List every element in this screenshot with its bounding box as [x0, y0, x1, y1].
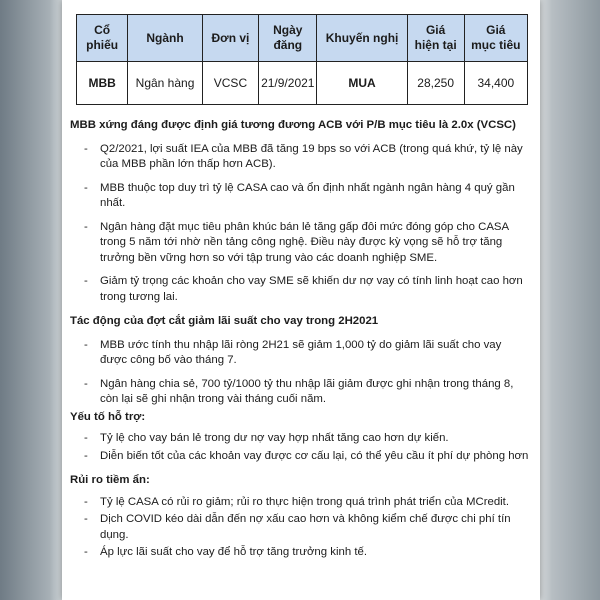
header-target-price: Giá mục tiêu: [464, 15, 527, 62]
list-item: - Dịch COVID kéo dài dẫn đến nợ xấu cao hơn và không kiểm chế được chi phí tín dụng.: [70, 512, 530, 543]
document-body: [70, 118, 530, 561]
cell-current-price: 28,250: [407, 62, 464, 105]
list-item: - Tỷ lệ cho vay bán lẻ trong dư nợ vay hợp nhất tăng cao hơn dự kiến.: [70, 431, 530, 447]
list-item: - Áp lực lãi suất cho vay để hỗ trợ tăng trưởng kinh tế.: [70, 545, 530, 561]
document-page: [62, 0, 540, 600]
list-item: - MBB ước tính thu nhập lãi ròng 2H21 sẽ giảm 1,000 tỷ do giảm lãi suất cho vay được công bố vào tháng 7.: [70, 338, 530, 369]
cell-target-price: 34,400: [464, 62, 527, 105]
valuation-bullet-list: [70, 142, 530, 306]
section-heading-rate-cut: Tác động của đợt cắt giảm lãi suất cho vay trong 2H2021: [70, 315, 379, 327]
rate-cut-bullet-list: [70, 338, 530, 408]
stock-recommendation-table: [76, 14, 528, 105]
section-heading-valuation: MBB xứng đáng được định giá tương đương ACB với P/B mục tiêu là 2.0x (VCSC): [70, 119, 516, 131]
list-item: - Ngân hàng đặt mục tiêu phân khúc bán lẻ tăng gấp đôi mức đóng góp cho CASA trong 5 năm tới nhờ nền tảng công nghệ. Điều này được kỳ vọng sẽ hỗ trợ tăng trưởng bền vững hơn so với tập trung vào các doanh nghiệp SME.: [70, 220, 530, 267]
list-item: - Diễn biến tốt của các khoản vay được cơ cấu lại, có thể yêu cầu ít phí dự phòng hơn: [70, 449, 530, 465]
list-item: - Q2/2021, lợi suất IEA của MBB đã tăng 19 bps so với ACB (trong quá khứ, tỷ lệ này của MBB phần lớn thấp hơn ACB).: [70, 142, 530, 173]
list-item: - MBB thuộc top duy trì tỷ lệ CASA cao và ổn định nhất ngành ngân hàng 4 quý gần nhất.: [70, 181, 530, 212]
cell-sector: Ngân hàng: [128, 62, 203, 105]
list-item: - Tỷ lệ CASA có rủi ro giảm; rủi ro thực hiện trong quá trình phát triển của MCredit.: [70, 495, 530, 511]
header-recommendation: Khuyến nghị: [317, 15, 407, 62]
header-sector: Ngành: [128, 15, 203, 62]
cell-unit: VCSC: [202, 62, 258, 105]
risks-bullet-list: [70, 495, 530, 561]
table-header-row: [77, 15, 528, 62]
cell-recommendation: MUA: [317, 62, 407, 105]
header-unit: Đơn vị: [202, 15, 258, 62]
header-date: Ngày đăng: [259, 15, 317, 62]
list-item: - Ngân hàng chia sẻ, 700 tỷ/1000 tỷ thu nhập lãi giảm được ghi nhận trong tháng 8, còn lại sẽ ghi nhận trong vài tháng cuối năm.: [70, 377, 530, 408]
cell-stock: MBB: [77, 62, 128, 105]
section-heading-support: Yếu tố hỗ trợ:: [70, 410, 146, 423]
header-current-price: Giá hiện tại: [407, 15, 464, 62]
list-item: - Giảm tỷ trọng các khoản cho vay SME sẽ khiến dư nợ vay có tính linh hoạt cao hơn trong tương lai.: [70, 274, 530, 305]
table-row: [77, 62, 528, 105]
support-bullet-list: [70, 431, 530, 464]
photo-background-right: [540, 0, 600, 600]
photo-background-left: [0, 0, 62, 600]
cell-date: 21/9/2021: [259, 62, 317, 105]
header-stock: Cổ phiếu: [77, 15, 128, 62]
section-heading-risks: Rủi ro tiềm ẩn:: [70, 474, 150, 486]
